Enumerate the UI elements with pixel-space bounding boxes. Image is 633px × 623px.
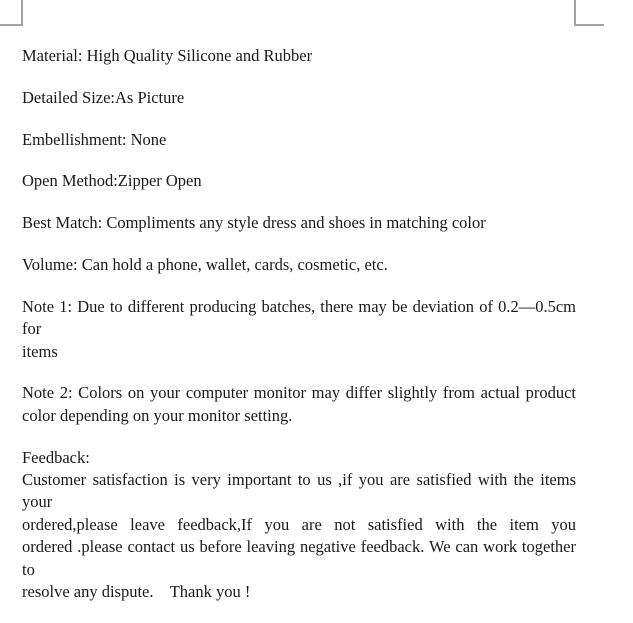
paragraph-embellishment — [22, 129, 576, 151]
text-line: Detailed Size:As Picture — [22, 87, 185, 107]
paragraph-material — [22, 45, 576, 67]
paragraph-detailed-size — [22, 87, 576, 109]
page-corner-mark-top-right-horizontal — [574, 24, 604, 26]
paragraph-feedback — [22, 447, 576, 604]
text-line: resolve any dispute. Thank you ! — [22, 582, 251, 602]
paragraph-note-1 — [22, 296, 576, 363]
text-line: Feedback: — [22, 447, 90, 467]
page-corner-mark-top-left-vertical — [21, 0, 23, 26]
text-line: color depending on your monitor setting. — [22, 405, 293, 425]
text-line: items — [22, 341, 58, 361]
text-line: Open Method:Zipper Open — [22, 171, 202, 191]
text-line: Customer satisfaction is very important to us ,if you are satisfied with the items your — [22, 470, 576, 512]
paragraph-note-2 — [22, 382, 576, 427]
text-line: Embellishment: None — [22, 129, 167, 149]
text-line: ordered,please leave feedback,If you are not satisfied with the item you — [22, 514, 576, 534]
paragraph-open-method — [22, 170, 576, 192]
text-line: Volume: Can hold a phone, wallet, cards, cosmetic, etc. — [22, 254, 388, 274]
paragraph-volume — [22, 254, 576, 276]
text-line: Material: High Quality Silicone and Rubber — [22, 46, 313, 65]
paragraph-best-match — [22, 212, 576, 234]
text-line: Best Match: Compliments any style dress and shoes in matching color — [22, 213, 486, 233]
text-line: Note 1: Due to different producing batches, there may be deviation of 0.2—0.5cm for — [22, 296, 576, 339]
page-corner-mark-top-right-vertical — [574, 0, 576, 26]
document-text-body — [22, 45, 576, 623]
text-line: Note 2: Colors on your computer monitor may differ slightly from actual product — [22, 383, 576, 403]
text-line: ordered .please contact us before leaving negative feedback. We can work together to — [22, 537, 576, 579]
page-corner-mark-top-left-horizontal — [0, 24, 23, 26]
